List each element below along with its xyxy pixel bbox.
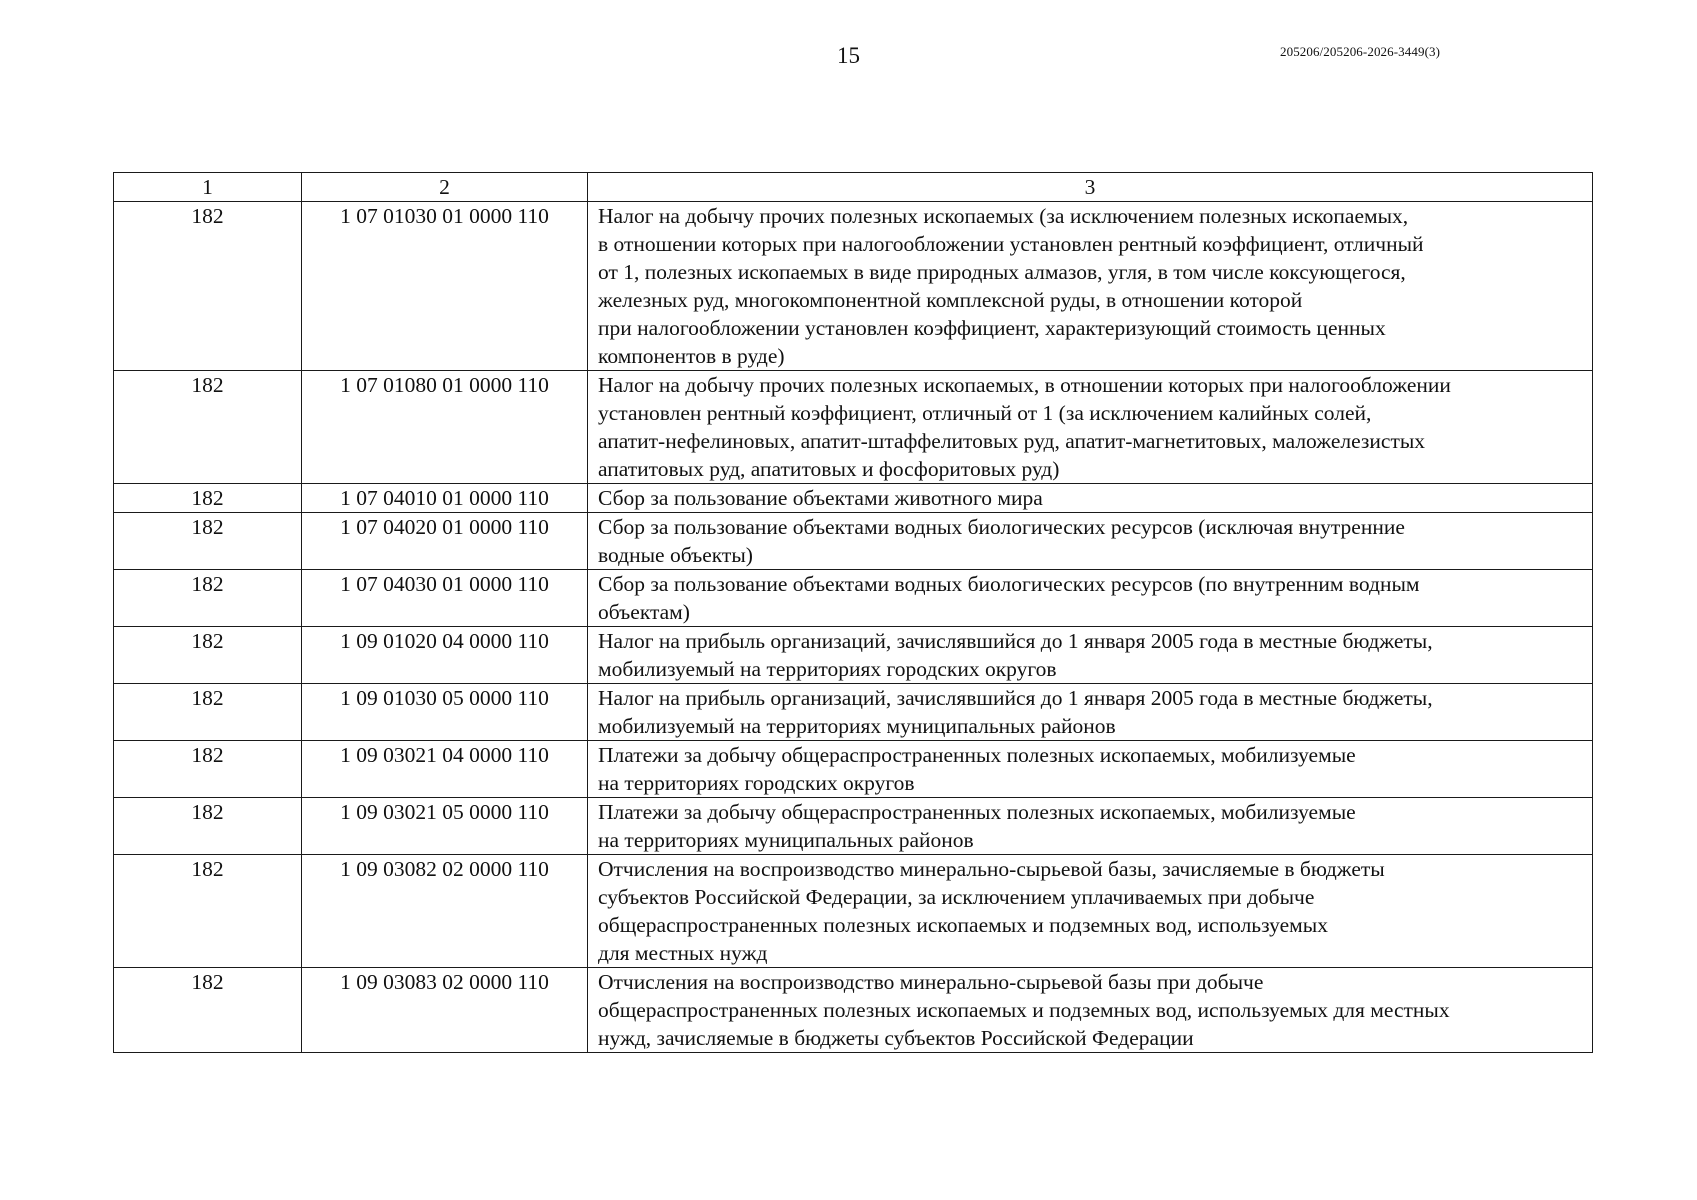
description-cell: Отчисления на воспроизводство минерально-сырьевой базы, зачисляемые в бюджеты субъектов Российской Федерации, за исключением уплачиваемых при добыче общераспространенных полезных ископаемых и подземных вод, используемых для местных нужд bbox=[588, 855, 1593, 968]
budget-code-cell: 1 07 04010 01 0000 110 bbox=[302, 484, 588, 513]
description-cell: Сбор за пользование объектами животного мира bbox=[588, 484, 1593, 513]
description-cell: Сбор за пользование объектами водных биологических ресурсов (исключая внутренние водные объекты) bbox=[588, 513, 1593, 570]
header-col-1: 1 bbox=[114, 173, 302, 202]
admin-code-cell: 182 bbox=[114, 741, 302, 798]
budget-code-cell: 1 07 01030 01 0000 110 bbox=[302, 202, 588, 371]
header-col-2: 2 bbox=[302, 173, 588, 202]
table-row bbox=[114, 570, 1593, 627]
table-row bbox=[114, 855, 1593, 968]
budget-code-cell: 1 09 01030 05 0000 110 bbox=[302, 684, 588, 741]
budget-codes-table bbox=[113, 172, 1593, 1053]
header-col-3: 3 bbox=[588, 173, 1593, 202]
document-id: 205206/205206-2026-3449(3) bbox=[1280, 44, 1441, 59]
description-cell: Налог на прибыль организаций, зачислявшийся до 1 января 2005 года в местные бюджеты, мобилизуемый на территориях муниципальных районов bbox=[588, 684, 1593, 741]
budget-code-cell: 1 09 03021 04 0000 110 bbox=[302, 741, 588, 798]
page-number: 15 bbox=[837, 43, 860, 68]
budget-code-cell: 1 09 03021 05 0000 110 bbox=[302, 798, 588, 855]
budget-code-cell: 1 09 03083 02 0000 110 bbox=[302, 968, 588, 1053]
description-cell: Платежи за добычу общераспространенных полезных ископаемых, мобилизуемые на территориях муниципальных районов bbox=[588, 798, 1593, 855]
budget-code-cell: 1 07 01080 01 0000 110 bbox=[302, 371, 588, 484]
admin-code-cell: 182 bbox=[114, 484, 302, 513]
admin-code-cell: 182 bbox=[114, 627, 302, 684]
header-row bbox=[114, 173, 1593, 202]
admin-code-cell: 182 bbox=[114, 513, 302, 570]
description-cell: Отчисления на воспроизводство минерально-сырьевой базы при добыче общераспространенных полезных ископаемых и подземных вод, используемых для местных нужд, зачисляемые в бюджеты субъектов Российской Федерации bbox=[588, 968, 1593, 1053]
table-row bbox=[114, 627, 1593, 684]
table-row bbox=[114, 513, 1593, 570]
table-body bbox=[114, 202, 1593, 1053]
budget-code-cell: 1 07 04020 01 0000 110 bbox=[302, 513, 588, 570]
table-row bbox=[114, 741, 1593, 798]
table-row bbox=[114, 684, 1593, 741]
budget-code-cell: 1 07 04030 01 0000 110 bbox=[302, 570, 588, 627]
table-row bbox=[114, 371, 1593, 484]
table-row bbox=[114, 202, 1593, 371]
description-cell: Сбор за пользование объектами водных биологических ресурсов (по внутренним водным объектам) bbox=[588, 570, 1593, 627]
table-row bbox=[114, 484, 1593, 513]
budget-code-cell: 1 09 01020 04 0000 110 bbox=[302, 627, 588, 684]
description-cell: Налог на прибыль организаций, зачислявшийся до 1 января 2005 года в местные бюджеты, мобилизуемый на территориях городских округов bbox=[588, 627, 1593, 684]
table-header bbox=[114, 173, 1593, 202]
admin-code-cell: 182 bbox=[114, 968, 302, 1053]
admin-code-cell: 182 bbox=[114, 371, 302, 484]
description-cell: Налог на добычу прочих полезных ископаемых (за исключением полезных ископаемых, в отношении которых при налогообложении установлен рентный коэффициент, отличный от 1, полезных ископаемых в виде природных алмазов, угля, в том числе коксующегося, железных руд, многокомпонентной комплексной руды, в отношении которой при налогообложении установлен коэффициент, характеризующий стоимость ценных компонентов в руде) bbox=[588, 202, 1593, 371]
admin-code-cell: 182 bbox=[114, 202, 302, 371]
budget-code-cell: 1 09 03082 02 0000 110 bbox=[302, 855, 588, 968]
admin-code-cell: 182 bbox=[114, 684, 302, 741]
admin-code-cell: 182 bbox=[114, 798, 302, 855]
admin-code-cell: 182 bbox=[114, 570, 302, 627]
table-row bbox=[114, 798, 1593, 855]
table-row bbox=[114, 968, 1593, 1053]
description-cell: Налог на добычу прочих полезных ископаемых, в отношении которых при налогообложении установлен рентный коэффициент, отличный от 1 (за исключением калийных солей, апатит-нефелиновых, апатит-штаффелитовых руд, апатит-магнетитовых, маложелезистых апатитовых руд, апатитовых и фосфоритовых руд) bbox=[588, 371, 1593, 484]
admin-code-cell: 182 bbox=[114, 855, 302, 968]
description-cell: Платежи за добычу общераспространенных полезных ископаемых, мобилизуемые на территориях городских округов bbox=[588, 741, 1593, 798]
